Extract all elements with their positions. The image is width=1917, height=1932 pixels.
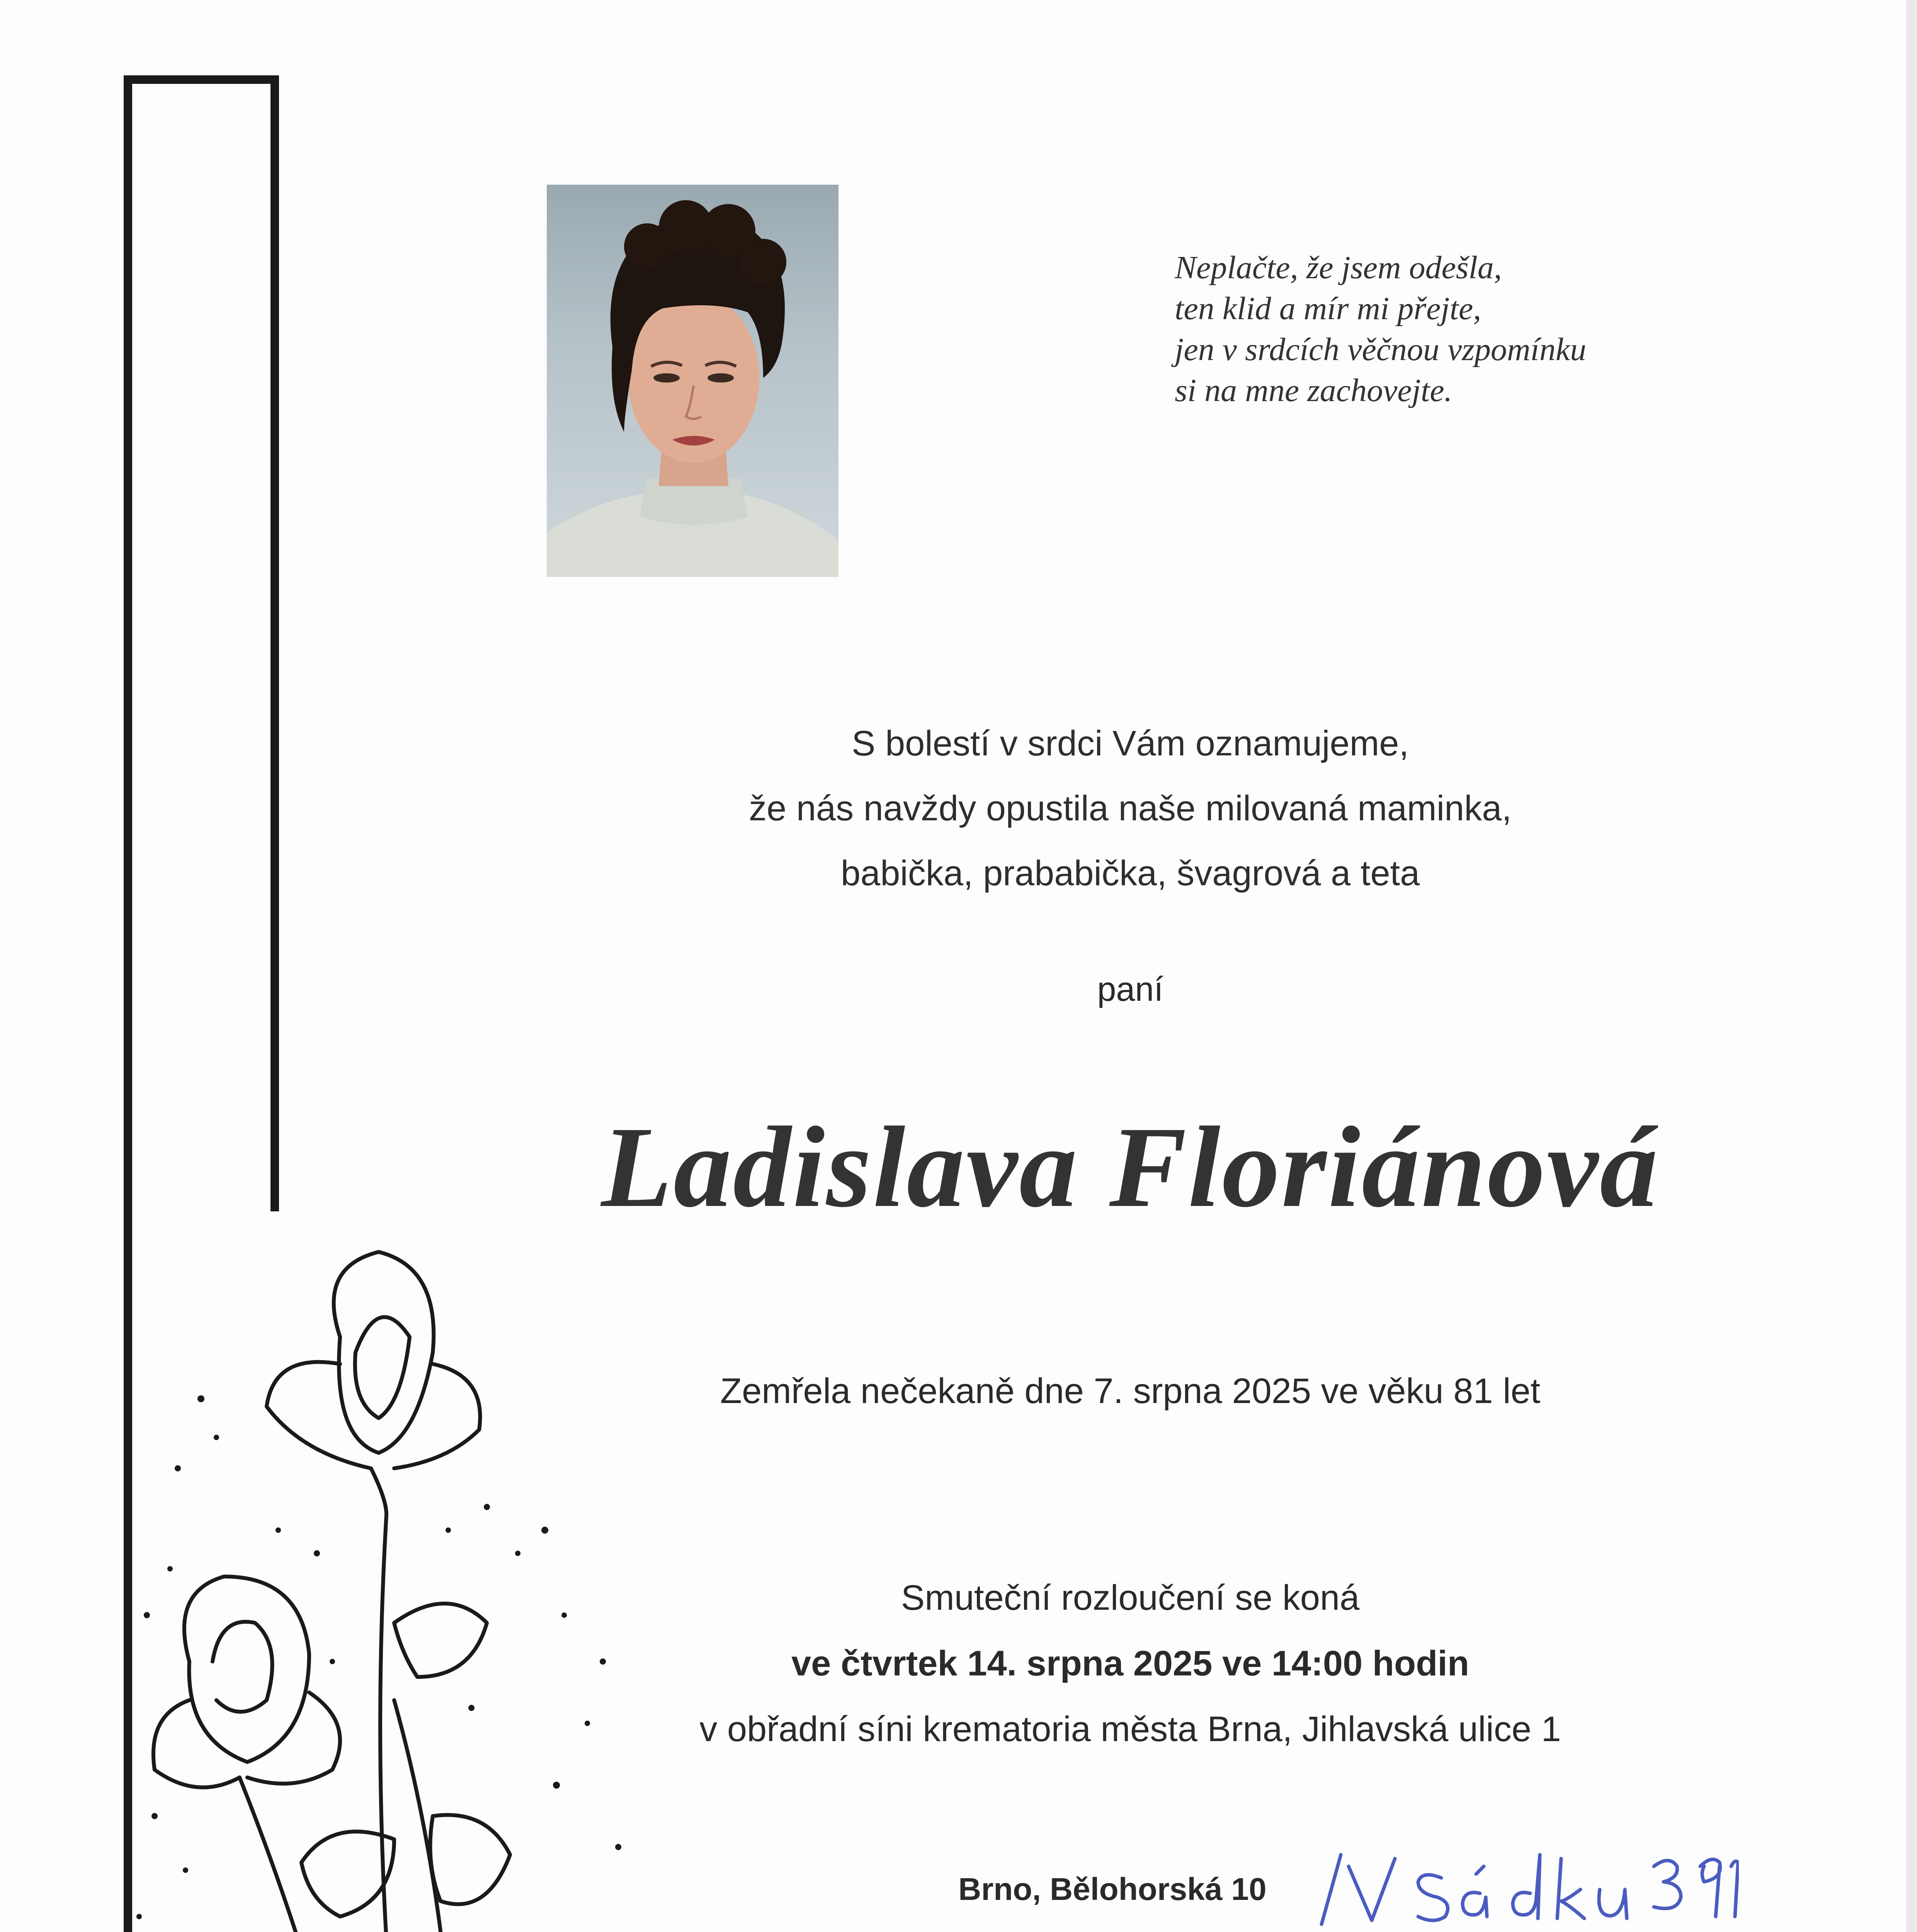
announcement-line: babička, prababička, švagrová a teta: [840, 854, 1420, 893]
rose-illustration: [100, 1236, 719, 1932]
honorific: paní: [1097, 970, 1163, 1008]
scan-edge: [1906, 0, 1917, 1932]
poem-line: si na mne zachovejte.: [1175, 372, 1453, 408]
announcement: [580, 711, 1681, 906]
frame-inner-line: [270, 75, 279, 1211]
death-notice: Zemřela nečekaně dne 7. srpna 2025 ve věku 81 let: [720, 1371, 1541, 1411]
portrait-photo: [547, 185, 839, 577]
deceased-name: Ladislava Floriánová: [601, 1103, 1660, 1231]
ceremony-info: [580, 1565, 1681, 1762]
poem: [1175, 247, 1716, 411]
ceremony-place: v obřadní síni krematoria města Brna, Jihlavská ulice 1: [699, 1709, 1561, 1749]
frame-top-line: [124, 75, 278, 84]
poem-line: Neplačte, že jsem odešla,: [1175, 250, 1502, 286]
poem-line: jen v srdcích věčnou vzpomínku: [1175, 332, 1587, 367]
ceremony-intro: Smuteční rozloučení se koná: [901, 1578, 1360, 1617]
announcement-line: S bolestí v srdci Vám oznamujeme,: [852, 724, 1409, 763]
announcement-line: že nás navždy opustila naše milovaná maminka,: [749, 789, 1512, 828]
portrait-illustration: [547, 185, 839, 577]
family-address: Brno, Bělohorská 10: [958, 1872, 1267, 1907]
poem-line: ten klid a mír mi přejte,: [1175, 291, 1482, 327]
ceremony-datetime: ve čtvrtek 14. srpna 2025 ve 14:00 hodin: [791, 1644, 1470, 1683]
handwritten-note: [1314, 1824, 1739, 1932]
